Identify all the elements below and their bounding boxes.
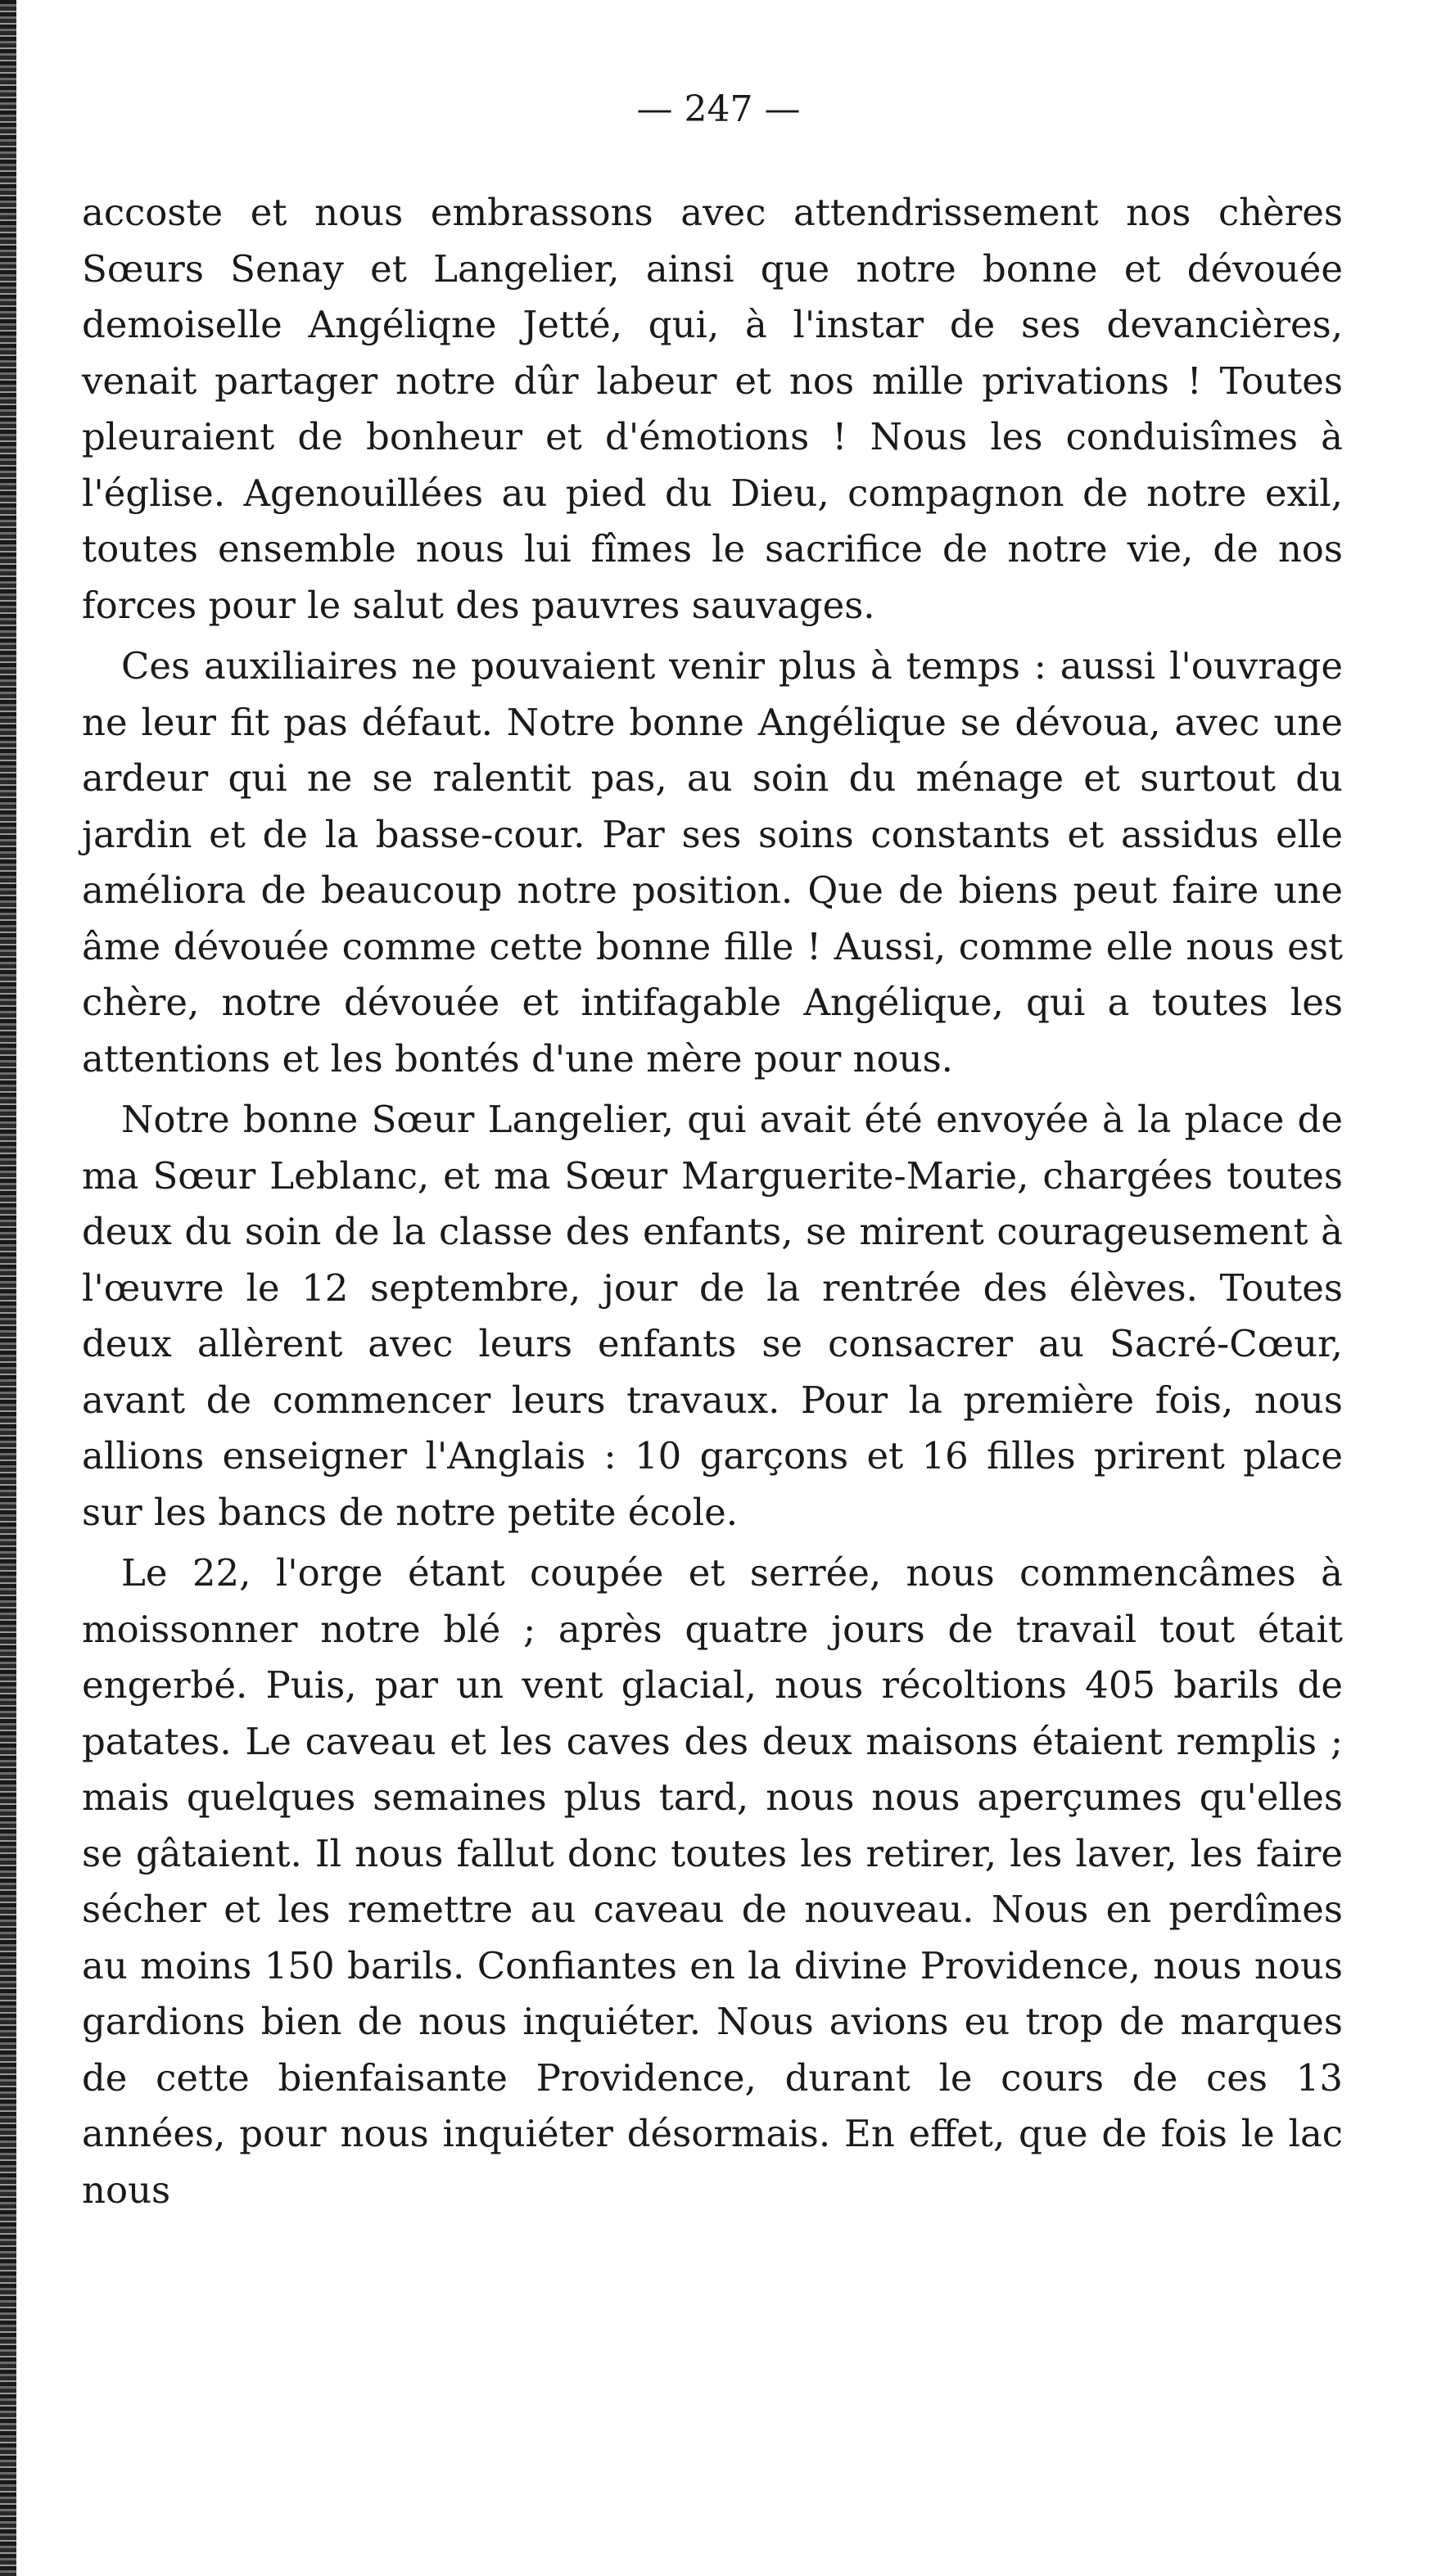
paragraph-1: accoste et nous embrassons avec attendrissement nos chères Sœurs Senay et Langelier, ainsi que notre bonne et dévouée demoiselle Angéliqne Jetté, qui, à l'instar de ses devancières, venait partager notre dûr labeur et nos mille privations ! Toutes pleuraient de bonheur et d'émotions ! Nous les conduisîmes à l'église. Agenouillées au pied du Dieu, compagnon de notre exil, toutes ensemble nous lui fîmes le sacrifice de notre vie, de nos forces pour le salut des pauvres sauvages. (82, 191, 1343, 627)
body-text (82, 185, 1343, 2218)
paragraph-2: Ces auxiliaires ne pouvaient venir plus à temps : aussi l'ouvrage ne leur fit pas défaut. Notre bonne Angélique se dévoua, avec une ardeur qui ne se ralentit pas, au soin du ménage et surtout du jardin et de la basse-cour. Par ses soins constants et assidus elle améliora de beaucoup notre position. Que de biens peut faire une âme dévouée comme cette bonne fille ! Aussi, comme elle nous est chère, notre dévouée et intifagable Angélique, qui a toutes les attentions et les bontés d'une mère pour nous. (82, 644, 1343, 1080)
page-number: — 247 — (636, 88, 801, 130)
paragraph-4: Le 22, l'orge étant coupée et serrée, nous commencâmes à moissonner notre blé ; après quatre jours de travail tout était engerbé. Puis, par un vent glacial, nous récoltions 405 barils de patates. Le caveau et les caves des deux maisons étaient remplis ; mais quelques semaines plus tard, nous nous aperçumes qu'elles se gâtaient. Il nous fallut donc toutes les retirer, les laver, les faire sécher et les remettre au caveau de nouveau. Nous en perdîmes au moins 150 barils. Confiantes en la divine Providence, nous nous gardions bien de nous inquiéter. Nous avions eu trop de marques de cette bienfaisante Providence, durant le cours de ces 13 années, pour nous inquiéter désormais. En effet, que de fois le lac nous (82, 1551, 1343, 2212)
paragraph-3: Notre bonne Sœur Langelier, qui avait été envoyée à la place de ma Sœur Leblanc, et ma Sœur Marguerite-Marie, chargées toutes deux du soin de la classe des enfants, se mirent courageusement à l'œuvre le 12 septembre, jour de la rentrée des élèves. Toutes deux allèrent avec leurs enfants se consacrer au Sacré-Cœur, avant de commencer leurs travaux. Pour la première fois, nous allions enseigner l'Anglais : 10 garçons et 16 filles prirent place sur les bancs de notre petite école. (82, 1098, 1343, 1534)
scanned-page-edge (0, 0, 16, 2576)
